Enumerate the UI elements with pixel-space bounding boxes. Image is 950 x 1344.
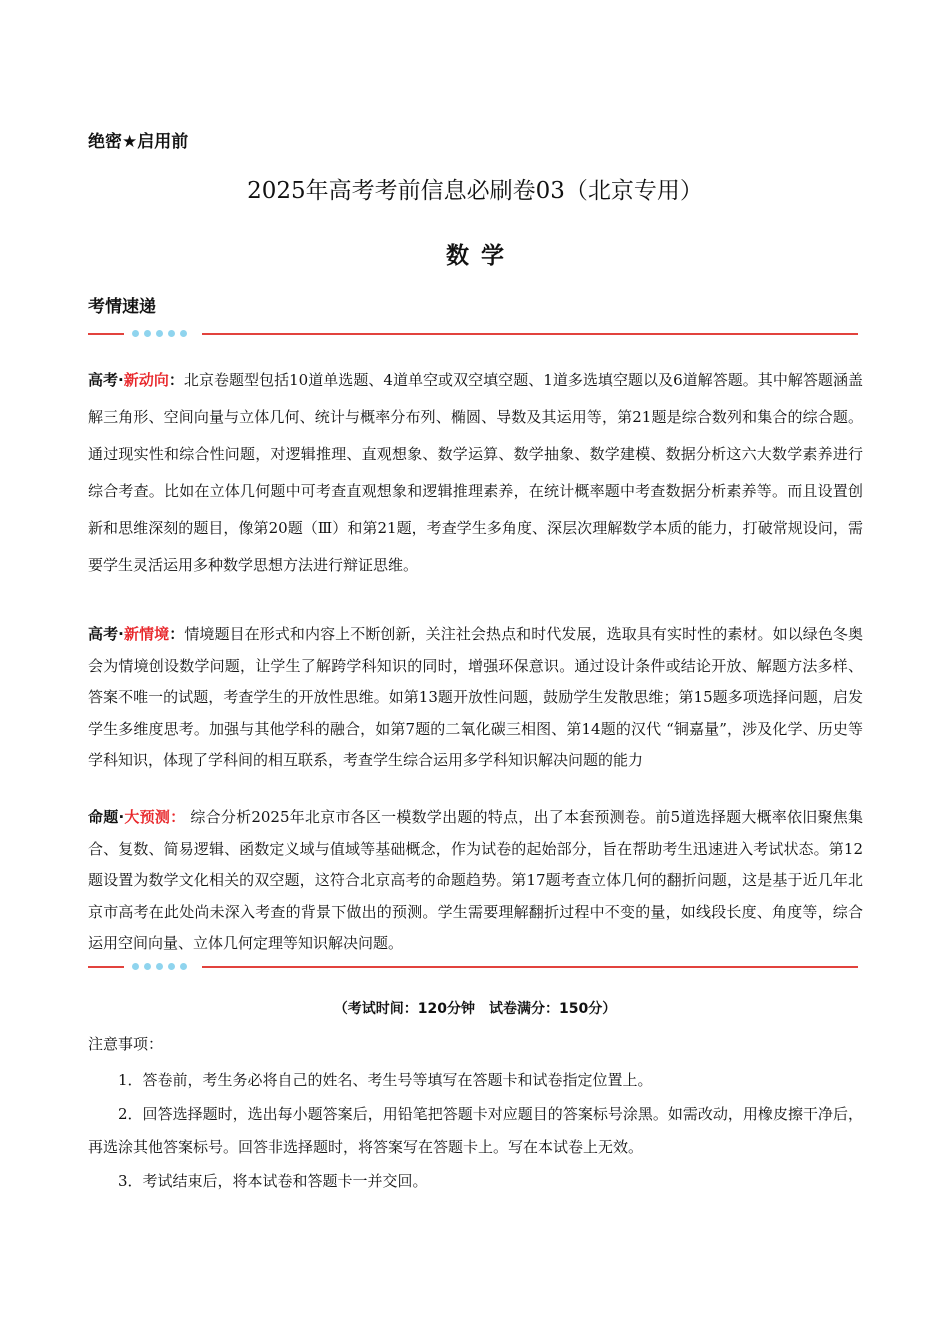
paragraph-new-trend	[88, 362, 863, 584]
label-prefix: 高考·	[88, 625, 124, 643]
divider-dot	[132, 963, 139, 970]
exam-info: （考试时间：120分钟 试卷满分：150分）	[333, 1001, 617, 1017]
divider-dot	[156, 330, 163, 337]
divider-line-right	[202, 333, 858, 335]
paragraph-new-context	[88, 619, 863, 777]
page-title: 2025年高考考前信息必刷卷03（北京专用）	[247, 178, 703, 204]
label-highlight: 大预测：	[124, 808, 186, 826]
divider-line-right	[202, 966, 858, 968]
label-highlight: 新情境	[123, 625, 170, 643]
label-prefix: 命题·	[88, 808, 125, 826]
notice-item: 1．答卷前，考生务必将自己的姓名、考生号等填写在答题卡和试卷指定位置上。	[118, 1071, 653, 1089]
notice-item: 2．回答选择题时，选出每小题答案后，用铅笔把答题卡对应题目的答案标号涂黑。如需改动，用橡皮擦干净后，再选涂其他答案标号。回答非选择题时，将答案写在答题卡上。写在本试卷上无效。	[88, 1105, 863, 1156]
divider-dot	[144, 963, 151, 970]
confidential-label: 绝密★启用前	[88, 132, 189, 152]
decorative-divider-bottom	[88, 962, 858, 972]
label-highlight: 新动向	[123, 371, 169, 389]
subject-title: 数学	[446, 243, 516, 269]
label-prefix: 高考·	[88, 371, 124, 389]
divider-dot	[168, 330, 175, 337]
divider-line-left	[88, 333, 124, 335]
paragraph-prediction	[88, 802, 863, 960]
paragraph-text: 情境题目在形式和内容上不断创新，关注社会热点和时代发展，选取具有实时性的素材。如以绿色冬奥会为情境创设数学问题，让学生了解跨学科知识的同时，增强环保意识。通过设计条件或结论开放、解题方法多样、答案不唯一的试题，考查学生的开放性思维。如第13题开放性问题，鼓励学生发散思维；第15题多项选择问题，启发学生多维度思考。加强与其他学科的融合，如第7题的二氧化碳三相图、第14题的汉代 “铜嘉量”，涉及化学、历史等学科知识，体现了学科间的相互联系，考查学生综合运用多学科知识解决问题的能力	[88, 625, 863, 769]
notice-item: 3．考试结束后，将本试卷和答题卡一并交回。	[118, 1172, 428, 1190]
paragraph-text: 综合分析2025年北京市各区一模数学出题的特点，出了本套预测卷。前5道选择题大概率依旧聚焦集合、复数、简易逻辑、函数定义域与值域等基础概念，作为试卷的起始部分，旨在帮助考生迅速进入考试状态。第12题设置为数学文化相关的双空题，这符合北京高考的命题趋势。第17题考查立体几何的翻折问题，这是基于近几年北京市高考在此处尚未深入考查的背景下做出的预测。学生需要理解翻折过程中不变的量，如线段长度、角度等，综合运用空间向量、立体几何定理等知识解决问题。	[88, 808, 863, 952]
paragraph-text: 北京卷题型包括10道单选题、4道单空或双空填空题、1道多选填空题以及6道解答题。其中解答题涵盖解三角形、空间向量与立体几何、统计与概率分布列、椭圆、导数及其运用等，第21题是综合数列和集合的综合题。通过现实性和综合性问题，对逻辑推理、直观想象、数学运算、数学抽象、数学建模、数据分析这六大数学素养进行综合考查。比如在立体几何题中可考查直观想象和逻辑推理素养，在统计概率题中考查数据分析素养等。而且设置创新和思维深刻的题目，像第20题（Ⅲ）和第21题，考查学生多角度、深层次理解数学本质的能力，打破常规设问，需要学生灵活运用多种数学思想方法进行辩证思维。	[88, 371, 863, 574]
label-colon: ：	[168, 371, 184, 389]
divider-dot	[180, 963, 187, 970]
divider-dot	[132, 330, 139, 337]
divider-dot	[180, 330, 187, 337]
divider-line-left	[88, 966, 124, 968]
divider-dot	[168, 963, 175, 970]
notice-title: 注意事项：	[88, 1035, 164, 1053]
section-heading: 考情速递	[88, 297, 156, 317]
divider-dot	[156, 963, 163, 970]
divider-dots	[132, 962, 187, 972]
label-colon: ：	[169, 625, 185, 643]
divider-dots	[132, 329, 187, 339]
divider-dot	[144, 330, 151, 337]
decorative-divider-top	[88, 329, 858, 339]
